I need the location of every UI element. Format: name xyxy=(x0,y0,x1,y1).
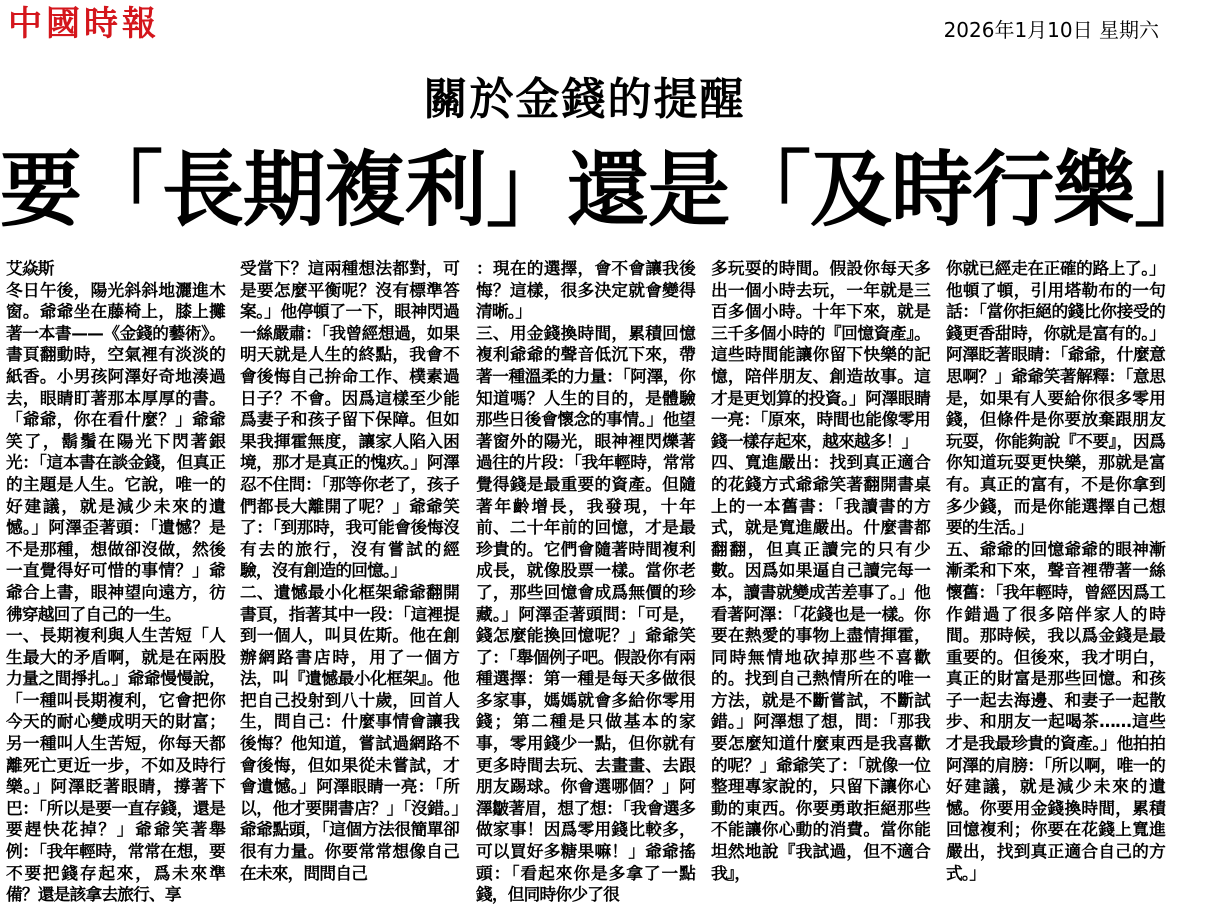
newspaper-masthead: 中國時報 xyxy=(8,4,160,44)
article-column-2 xyxy=(240,258,459,883)
publication-date: 2026年1月10日 星期六 xyxy=(943,18,1159,42)
article-paragraph: 多玩耍的時間。假設你每天多出一個小時去玩，一年就是三百多個小時。十年下來，就是三千多個小時的『回憶資產』。這些時間能讓你留下快樂的記憶，陪伴朋友、創造故事。這才是更划算的投資。」阿澤眼睛一亮：「原來，時間也能像零用錢一樣存起來，越來越多！」 xyxy=(711,258,930,451)
article-paragraph: 四、寬進嚴出：找到真正適合的花錢方式爺爺笑著翻開書桌上的一本舊書：「我讀書的方式，就是寬進嚴出。什麼書都翻翻，但真正讀完的只有少數。因爲如果逼自己讀完每一本，讀書就變成苦差事了。」他看著阿澤：「花錢也是一樣。你要在熱愛的事物上盡情揮霍，同時無情地砍掉那些不喜歡的。找到自己熱情所在的唯一方法，就是不斷嘗試，不斷試錯。」阿澤想了想，問：「那我要怎麼知道什麼東西是我喜歡的呢？」爺爺笑了：「就像一位整理專家說的，只留下讓你心動的東西。你要勇敢拒絕那些不能讓你心動的消費。當你能坦然地說『我試過，但不適合我』， xyxy=(711,452,930,883)
article-body xyxy=(6,258,1166,905)
article-paragraph: 你就已經走在正確的路上了。」他頓了頓，引用塔勒布的一句話：「當你拒絕的錢比你接受的錢更香甜時，你就是富有的。」阿澤眨著眼睛：「爺爺，什麼意思啊？」爺爺笑著解釋：「意思是，如果有人要給你很多零用錢，但條件是你要放棄跟朋友玩耍，你能夠說『不要』，因爲你知道玩耍更快樂，那就是富有。真正的富有，不是你拿到多少錢，而是你能選擇自己想要的生活。」 xyxy=(946,258,1165,538)
article-paragraph: 受當下？這兩種想法都對，可是要怎麼平衡呢？沒有標準答案。」他停頓了一下，眼神閃過一絲嚴肅：「我曾經想過，如果明天就是人生的終點，我會不會後悔自己拚命工作、樸素過日子？不會。因爲這樣至少能爲妻子和孩子留下保障。但如果我揮霍無度，讓家人陷入困境，那才是真正的愧疚。」阿澤忍不住問：「那等你老了，孩子們都長大離開了呢？」爺爺笑了：「到那時，我可能會後悔沒有去的旅行，沒有嘗試的經驗，沒有創造的回憶。」 xyxy=(240,258,459,581)
article-column-4 xyxy=(711,258,930,883)
article-paragraph: 艾焱斯 xyxy=(6,258,54,278)
article-column-1 xyxy=(6,258,225,905)
article-paragraph: 冬日午後，陽光斜斜地灑進木窗。爺爺坐在藤椅上，膝上攤著一本書——《金錢的藝術》。書頁翻動時，空氣裡有淡淡的紙香。小男孩阿澤好奇地湊過去，眼睛盯著那本厚厚的書。「爺爺，你在看什麼？」爺爺笑了，鬍鬚在陽光下閃著銀光：「這本書在談金錢，但真正的主題是人生。它說，唯一的好建議，就是減少未來的遺憾。」阿澤歪著頭：「遺憾？是不是那種，想做卻沒做，然後一直覺得好可惜的事情？」爺爺合上書，眼神望向遠方，彷彿穿越回了自己的一生。 xyxy=(6,279,225,624)
article-column-5 xyxy=(946,258,1165,883)
article-paragraph: 一、長期複利與人生苦短「人生最大的矛盾啊，就是在兩股力量之間掙扎。」爺爺慢慢說，「一種叫長期複利，它會把你今天的耐心變成明天的財富；另一種叫人生苦短，你每天都離死亡更近一步，不如及時行樂。」阿澤眨著眼睛，撐著下巴：「所以是要一直存錢，還是要趕快花掉？」爺爺笑著舉例：「我年輕時，常常在想，要不要把錢存起來，爲未來準備？還是該拿去旅行、享 xyxy=(6,625,225,905)
article-paragraph: ：現在的選擇，會不會讓我後悔？這樣，很多決定就會變得清晰。」 xyxy=(476,258,695,322)
article-paragraph: 五、爺爺的回憶爺爺的眼神漸漸柔和下來，聲音裡帶著一絲懷舊：「我年輕時，曾經因爲工作錯過了很多陪伴家人的時間。那時候，我以爲金錢是最重要的。但後來，我才明白，真正的財富是那些回憶。和孩子一起去海邊、和妻子一起散步、和朋友一起喝茶……這些才是我最珍貴的資產。」他拍拍阿澤的肩膀：「所以啊，唯一的好建議，就是減少未來的遺憾。你要用金錢換時間，累積回憶複利；你要在花錢上寬進嚴出，找到真正適合自己的方式。」 xyxy=(946,538,1165,883)
article-column-3 xyxy=(476,258,695,905)
article-headline: 要「長期複利」還是「及時行樂」 xyxy=(0,143,1215,238)
article-paragraph: 二、遺憾最小化框架爺爺翻開書頁，指著其中一段：「這裡提到一個人，叫貝佐斯。他在創辦網路書店時，用了一個方法，叫『遺憾最小化框架』。他把自己投射到八十歲，回首人生，問自己：什麼事情會讓我後悔？他知道，嘗試過網路不會後悔，但如果從未嘗試，才會遺憾。」阿澤眼睛一亮：「所以，他才要開書店？」「沒錯。」爺爺點頭，「這個方法很簡單卻很有力量。你要常常想像自己在未來，問問自己 xyxy=(240,581,459,883)
article-kicker: 關於金錢的提醒 xyxy=(423,74,746,125)
article-paragraph: 三、用金錢換時間，累積回憶複利爺爺的聲音低沉下來，帶著一種溫柔的力量：「阿澤，你知道嗎？人生的目的，是體驗那些日後會懷念的事情。」他望著窗外的陽光，眼神裡閃爍著過往的片段：「我年輕時，常常覺得錢是最重要的資產。但隨著年齡增長，我發現，十年前、二十年前的回憶，才是最珍貴的。它們會隨著時間複利成長，就像股票一樣。當你老了，那些回憶會成爲無價的珍藏。」阿澤歪著頭問：「可是，錢怎麼能換回憶呢？」爺爺笑了：「舉個例子吧。假設你有兩種選擇：第一種是每天多做很多家事，媽媽就會多給你零用錢；第二種是只做基本的家事，零用錢少一點，但你就有更多時間去玩、去畫畫、去跟朋友踢球。你會選哪個？」阿澤皺著眉，想了想：「我會選多做家事！因爲零用錢比較多，可以買好多糖果嘛！」爺爺搖頭：「看起來你是多拿了一點錢，但同時你少了很 xyxy=(476,322,695,905)
